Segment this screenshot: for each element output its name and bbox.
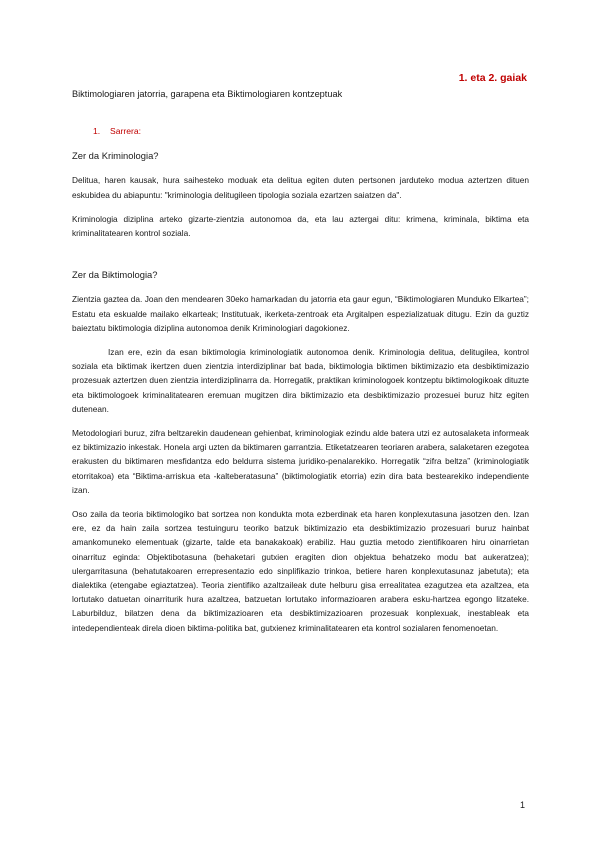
document-body: [72, 124, 529, 645]
section-label: Sarrera:: [110, 126, 142, 136]
document-title: Biktimologiaren jatorria, garapena eta Biktimologiaren kontzeptuak: [72, 89, 343, 99]
question-heading-criminology: Zer da Kriminologia?: [72, 150, 159, 162]
paragraph: Oso zaila da teoria biktimologiko bat sortzea non kondukta mota ezberdinak eta haren konplexutasuna jasotzen den. Izan ere, ez da hain zaila sortzea testuinguru teoriko batzuk biktimizazio eta desbiktimizazio prozesuari buruz hainbat amankomuneko elementuak (gizarte, talde eta banakakoak) erabiliz. Hau guztia metodo zientifikoaren hiru oinarrietan oinarrituz eginda: Objektibotasuna (behaketari gutxien eragiten dion objektua behatzeko modu bat aukeratzea); ulergarritasuna (behatutakoaren errepresentazio edo sinplifikazio trinkoa, betiere haren konplexutasunaz jabetuta); eta dialektika (etengabe egiaztatzea). Teoria zientifiko azaltzaileak dute helburu gisa errealitatea ezagutzea eta azaltzea, eta lortutako datuetan oinarriturik hura azaltzea, batzuetan lortutako informazioaren arabera esku-hartzea egongo litzateke. Laburbilduz, bilatzen dena da biktimizazioaren eta desbiktimizazioaren prozesuak konplexuak, inestableak eta intedependienteak direla dioen biktima-politika bat, gutxienez kriminalitatearen eta kontrol sozialaren fenomenoetan.: [72, 509, 529, 633]
paragraph: Kriminologia diziplina arteko gizarte-zientzia autonomoa da, eta lau aztergai ditu: krimena, kriminala, biktima eta kriminalitatearen kontrol soziala.: [72, 213, 529, 239]
page-number: 1: [519, 800, 525, 810]
question-heading-victimology: Zer da Biktimologia?: [72, 269, 158, 281]
spacer: [72, 250, 529, 268]
paragraph: Metodologiari buruz, zifra beltzarekin daudenean gehienbat, kriminologiak ezindu alde batera utzi ez autosalaketa informeak ez biktimizazio inkestak. Honela argi uzten da biktimaren garrantzia. Etiketatzearen teoriaren arabera, salaketaren ezegotea erakusten du biktimaren mesfidantza edo beldurra sistema juridiko-penalarekiko. Horregatik “zifra beltza” (kriminologiatik etorritakoa) eta “Biktima-arriskua eta -kalteberatasuna” (biktimologiatik etorria) ezin dira bata bestearekiko independiente izan.: [72, 428, 529, 495]
paragraph: Izan ere, ezin da esan biktimologia kriminologiatik autonomoa denik. Kriminologia delitua, delitugilea, kontrol soziala eta biktimak ikertzen duen zientzia interdiziplinar bat bada, biktimologia biktimen biktimizazio eta desbiktimizazio prozesuak aztertzen duen zientzia interdiziplinarra da. Horregatik, praktikan kriminologoek kontzeptu biktimologikoak dituzte eta biktimologoek kriminalitatearen eremuan mugitzen dira biktimizazio eta desbiktimizazio prozesuei buruz hitz egiten dutenean.: [72, 347, 529, 414]
section-heading: [72, 124, 529, 138]
paragraph: Delitua, haren kausak, hura saihesteko moduak eta delitua egiten duten pertsonen jarduteko modua aztertzen dituen eskubidea du abiapuntu: "kriminologia delitugileen tipologia soziala ezartzen saiatzen da".: [72, 175, 529, 200]
paragraph: Zientzia gaztea da. Joan den mendearen 30eko hamarkadan du jatorria eta gaur egun, “Biktimologiaren Munduko Elkartea”; Estatu eta eskualde mailako elkarteak; Institutuak, ikerketa-zentroak eta Argitalpen espezializatuak ditugu. Ezin da guztiz baieztatu biktimologia diziplina autonomoa denik Kriminologiari dagokionez.: [72, 294, 529, 333]
section-number: 1.: [93, 126, 101, 136]
topic-label: 1. eta 2. gaiak: [458, 72, 527, 84]
